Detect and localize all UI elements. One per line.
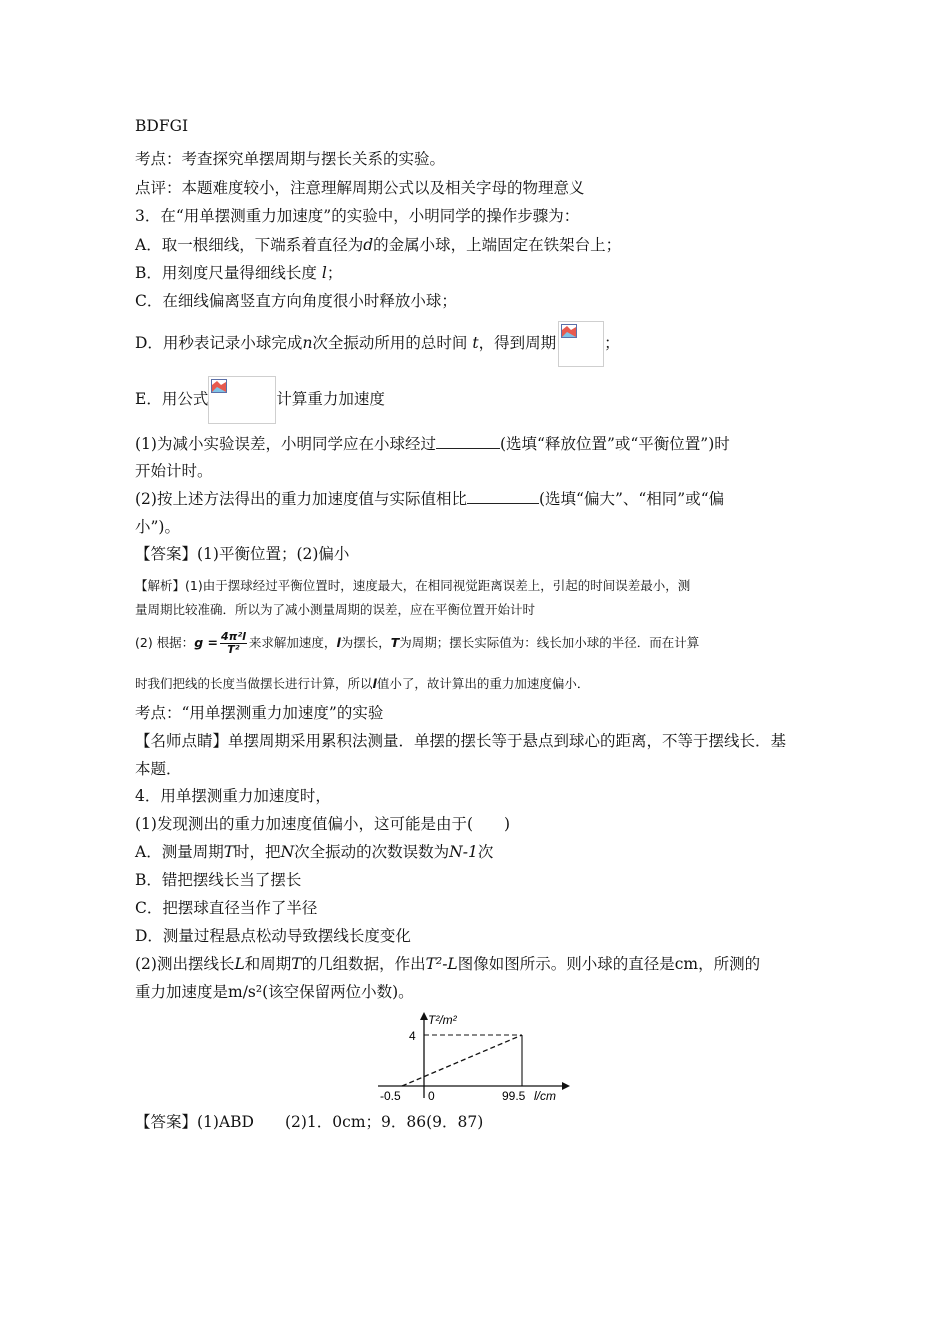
explanation-line-4: 时我们把线的长度当做摆长进行计算，所以l值小了，故计算出的重力加速度偏小．: [135, 676, 590, 691]
option-a: A．测量周期T时，把N次全振动的次数误数为N-1次: [135, 843, 494, 861]
step-d: D．用秒表记录小球完成n次全振动所用的总时间 t，得到周期 ；: [135, 320, 620, 366]
broken-image-icon: [211, 379, 227, 393]
x-tick-0: 0: [428, 1089, 435, 1102]
teacher-note-cont: 本题．: [135, 760, 182, 778]
broken-image-icon: [561, 324, 577, 338]
period-formula-image: [558, 321, 604, 367]
explanation-line-3: (2) 根据：g = $\frac{\text{4π²l}}{\text{T²}}$ 来求解加速度，l为摆长，T为周期；摆长实际值为：线长加小球的半径．而在计算: [135, 630, 700, 656]
explanation-line-1: 【解析】(1)由于摆球经过平衡位置时，速度最大，在相同视觉距离误差上，引起的时间误差最小，测: [135, 578, 691, 593]
answer-3: 【答案】(1)平衡位置；(2)偏小: [135, 545, 350, 563]
step-b: B．用刻度尺量得细线长度 l；: [135, 264, 343, 282]
x-axis-label: l/cm: [534, 1089, 556, 1102]
formula-fraction: $\frac{\text{4π²l}}{\text{T²}}$: [220, 630, 246, 656]
option-b: B．错把摆线长当了摆长: [135, 871, 302, 889]
question-4-title: 4．用单摆测重力加速度时，: [135, 787, 331, 805]
question-3-2-cont: 小”)。: [135, 518, 180, 536]
t2-l-graph: [372, 1012, 572, 1102]
test-point-3: 考点：“用单摆测重力加速度”的实验: [135, 704, 384, 722]
x-tick-99-5: 99.5: [502, 1089, 526, 1102]
step-e: E．用公式 计算重力加速度: [135, 375, 385, 423]
teacher-note: 【名师点睛】单摆周期采用累积法测量．单摆的摆长等于悬点到球心的距离，不等于摆线长．基: [135, 732, 787, 750]
y-tick-4: 4: [409, 1029, 416, 1043]
x-axis-arrow: [562, 1082, 570, 1090]
y-axis-label: T²/m²: [428, 1013, 457, 1027]
question-3-1-cont: 开始计时。: [135, 462, 213, 480]
option-c: C．把摆球直径当作了半径: [135, 899, 318, 917]
y-axis-arrow: [420, 1012, 428, 1020]
comment: 点评：本题难度较小，注意理解周期公式以及相关字母的物理意义: [135, 179, 585, 197]
test-point: 考点：考查探究单摆周期与摆长关系的实验。: [135, 150, 446, 168]
explanation-line-2: 量周期比较准确．所以为了减小测量周期的误差，应在平衡位置开始计时: [135, 602, 536, 617]
step-c: C．在细线偏离竖直方向角度很小时释放小球；: [135, 292, 457, 310]
question-3-2: (2)按上述方法得出的重力加速度值与实际值相比 (选填“偏大”、“相同”或“偏: [135, 490, 725, 508]
step-a: A．取一根细线，下端系着直径为d的金属小球，上端固定在铁架台上；: [135, 236, 622, 254]
question-3-title: 3．在“用单摆测重力加速度”的实验中，小明同学的操作步骤为：: [135, 207, 580, 225]
question-3-1: (1)为减小实验误差，小明同学应在小球经过 (选填“释放位置”或“平衡位置”)时: [135, 435, 730, 453]
question-4-1: (1)发现测出的重力加速度值偏小，这可能是由于( ): [135, 815, 511, 833]
answer-4: 【答案】(1)ABD (2)1．0cm；9．86(9．87): [135, 1113, 484, 1131]
answer-text: BDFGI: [135, 117, 189, 135]
graph-line: [402, 1035, 522, 1086]
x-tick-neg: -0.5: [380, 1089, 401, 1102]
question-4-2: (2)测出摆线长L和周期T的几组数据，作出T²-L图像如图所示。则小球的直径是cm，所测的: [135, 955, 761, 973]
option-d: D．测量过程悬点松动导致摆线长度变化: [135, 927, 411, 945]
question-4-2-cont: 重力加速度是m/s²(该空保留两位小数)。: [135, 983, 414, 1001]
gravity-formula-image: [208, 376, 276, 424]
